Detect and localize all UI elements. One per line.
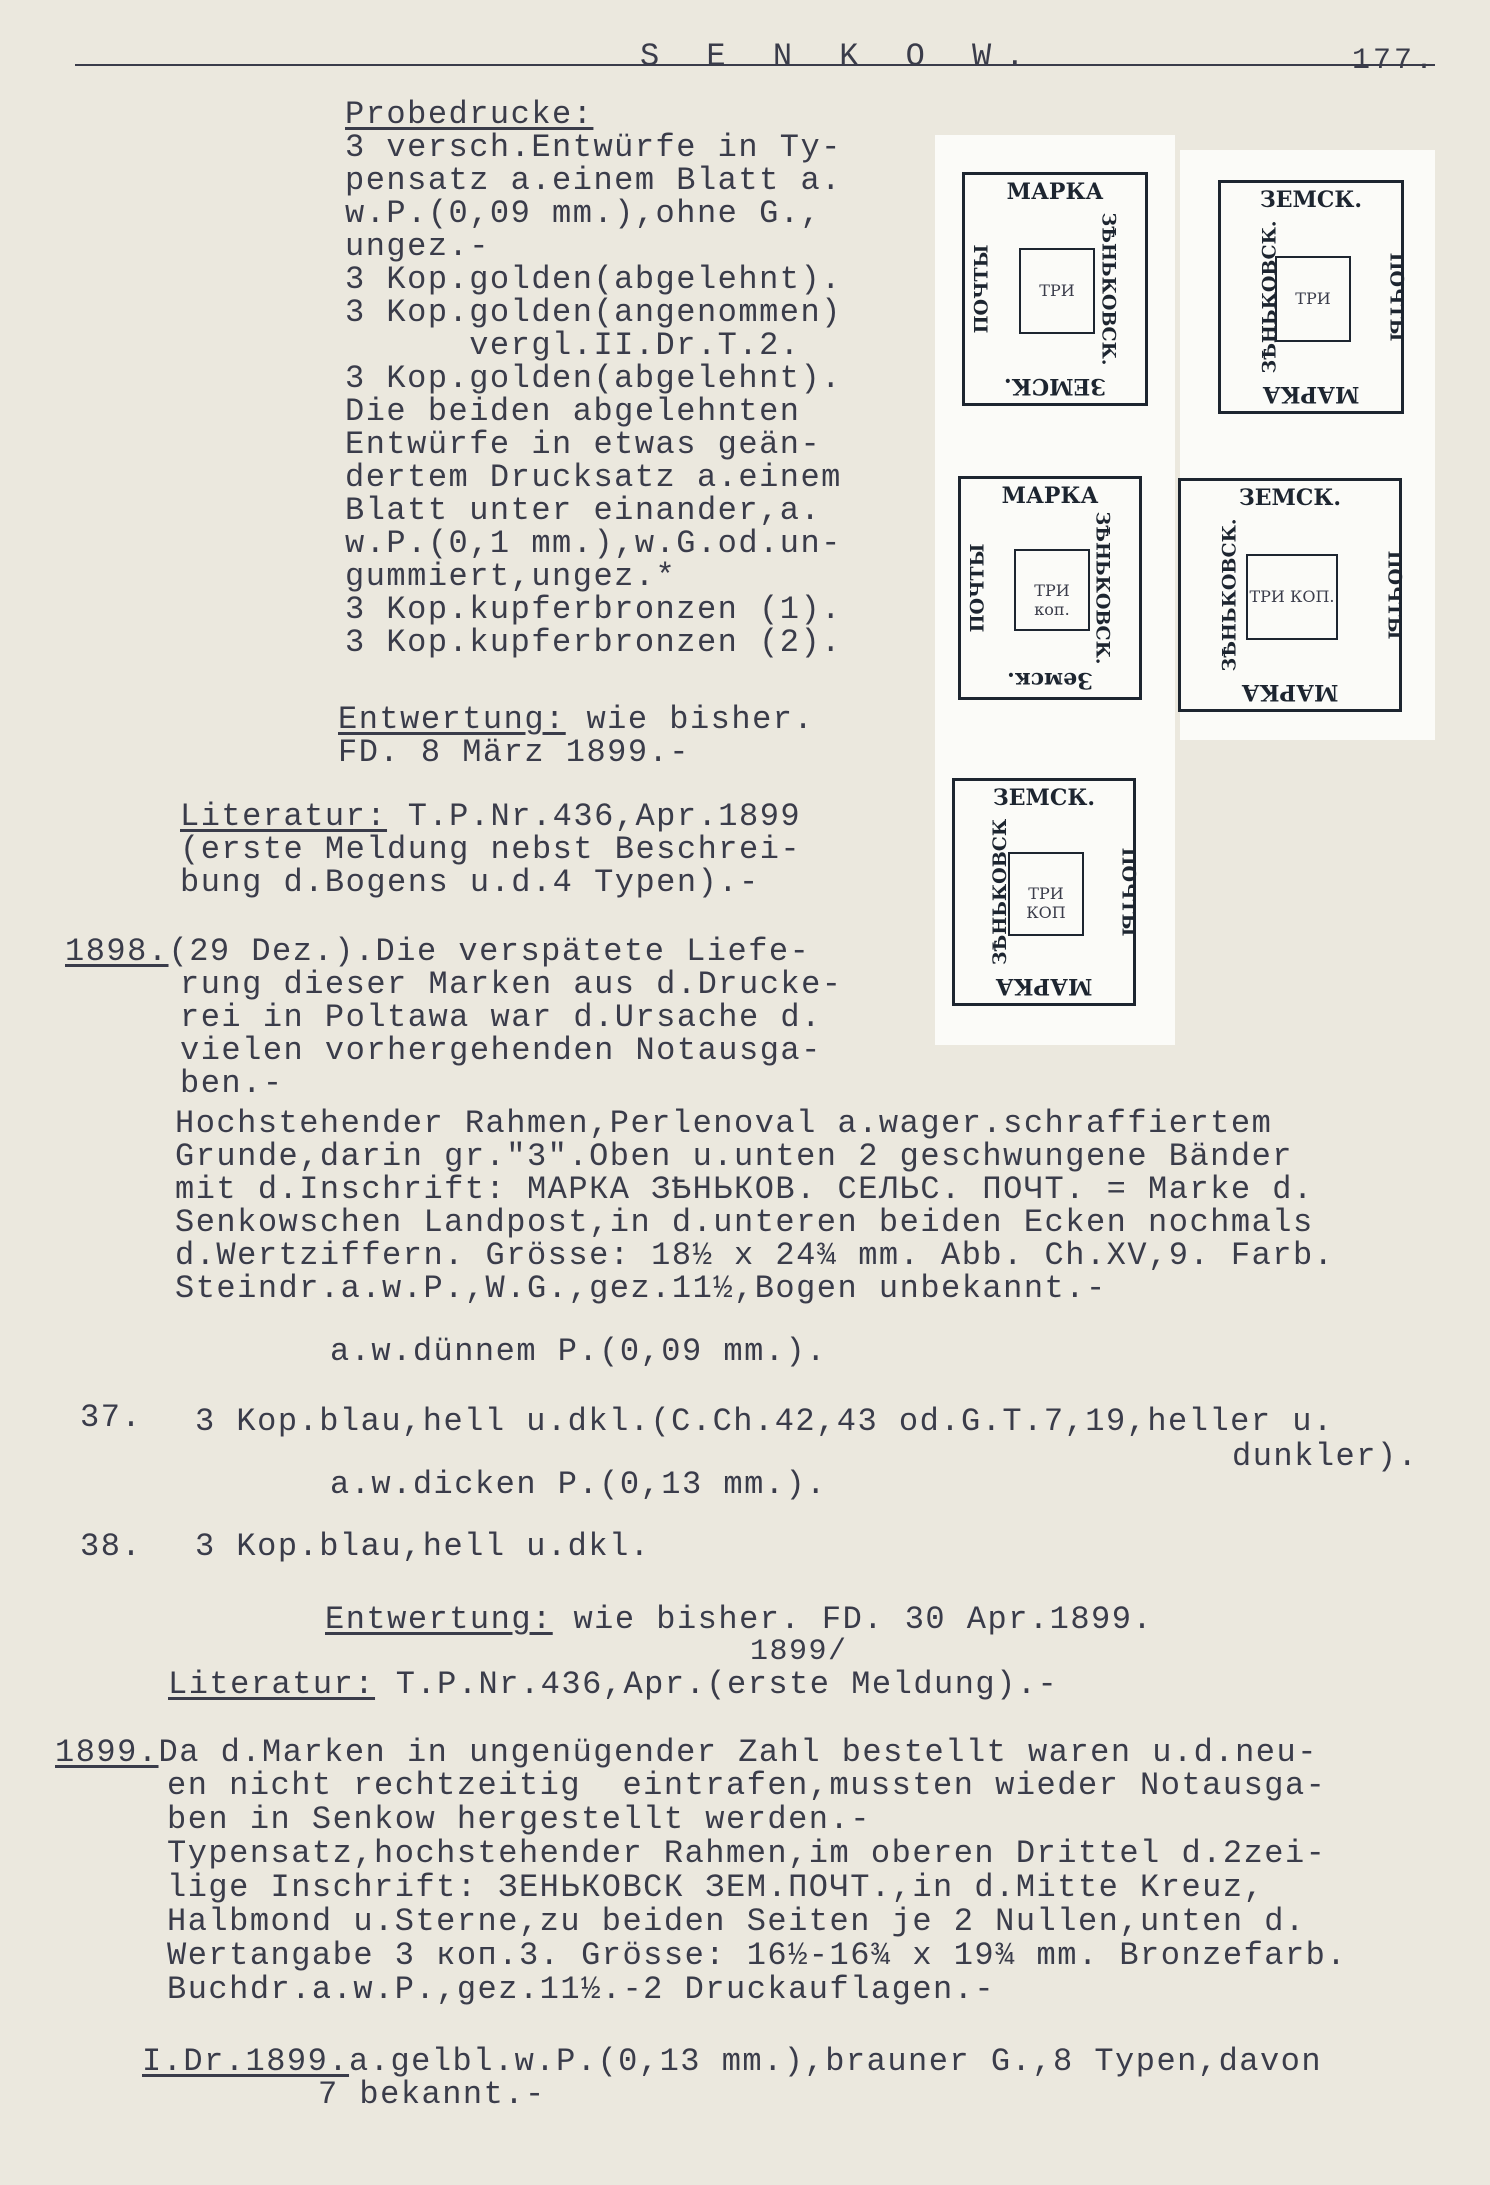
text-line: gummiert,ungez.* xyxy=(345,558,677,595)
section-1898-text xyxy=(180,968,843,1100)
text-line: ben.- xyxy=(180,1065,284,1102)
section-1899-text xyxy=(167,1769,1347,2007)
header-rule xyxy=(75,64,1435,66)
text-line: w.P.(0,1 mm.),w.G.od.un- xyxy=(345,525,842,562)
stamp-center-text: ТРИ КОП. xyxy=(1249,587,1335,607)
text-line: mit d.Inschrift: МАРКА ЗѢНЬКОВ. СЕЛЬС. ПОЧТ. = Marke d. xyxy=(175,1171,1314,1208)
item-38: 3 Kop.blau,hell u.dkl. xyxy=(195,1528,651,1565)
stamp-center-text: ТРИ коп. xyxy=(1034,580,1070,619)
section-1898-first: 1898.(29 Dez.).Die verspätete Liefe- xyxy=(65,933,811,970)
stamp-right-text: ПОЧТЫ xyxy=(1383,550,1406,640)
idr-line-2: 7 bekannt.- xyxy=(318,2076,546,2113)
text-line: Entwürfe in etwas geän- xyxy=(345,426,822,463)
text-line: 3 Kop.golden(abgelehnt). xyxy=(345,360,842,397)
stamp-center-panel xyxy=(1008,852,1083,936)
literatur-1: Literatur: T.P.Nr.436,Apr.1899 xyxy=(180,798,802,835)
stamp-left-text: ПОЧТЫ xyxy=(966,543,989,633)
text-line: Grunde,darin gr."3".Oben u.unten 2 geschwungene Bänder xyxy=(175,1138,1293,1175)
stamp-image xyxy=(952,778,1140,1006)
stamp-bottom-text: МАРКА xyxy=(995,973,1093,999)
stamp-image xyxy=(1178,478,1406,712)
text-line: Buchdr.a.w.P.,gez.11½.-2 Druckauflagen.- xyxy=(167,1971,996,2008)
text-line: 3 Kop.kupferbronzen (1). xyxy=(345,591,842,628)
text-line: 3 Kop.golden(abgelehnt). xyxy=(345,261,842,298)
stamp-right-text: ЗѢНЬКОВСК. xyxy=(1097,212,1120,366)
text-line: rung dieser Marken aus d.Drucke- xyxy=(180,966,843,1003)
stamp-bottom-text: Земск. xyxy=(1007,667,1093,693)
text-line: ben in Senkow hergestellt werden.- xyxy=(167,1801,871,1838)
stamp-left-text: ЗѢНЬКОВСК. xyxy=(1218,518,1241,672)
text-line: Halbmond u.Sterne,zu beiden Seiten je 2 Nullen,unten d. xyxy=(167,1903,1306,1940)
text-line: 3 Kop.kupferbronzen (2). xyxy=(345,624,842,661)
stamp-bottom-text: МАРКА xyxy=(1241,679,1339,705)
stamp-top-text: ЗЕМСК. xyxy=(1238,485,1342,511)
text-line: en nicht rechtzeitig eintrafen,mussten wieder Notausga- xyxy=(167,1767,1327,1804)
stamp-top-text: ЗЕМСК. xyxy=(992,785,1096,811)
section-1898-description xyxy=(175,1107,1334,1305)
text-line: bung d.Bogens u.d.4 Typen).- xyxy=(180,864,760,901)
entwertung-2: Entwertung: wie bisher. FD. 30 Apr.1899. xyxy=(325,1601,1154,1638)
text-line: 3 versch.Entwürfe in Ty- xyxy=(345,129,842,166)
stamp-right-text: ЗѢНЬКОВСК. xyxy=(1091,511,1114,665)
item-37-cont: dunkler). xyxy=(1232,1438,1419,1475)
text-line: rei in Poltawa war d.Ursache d. xyxy=(180,999,822,1036)
item-38-number: 38. xyxy=(80,1528,143,1565)
literatur-2-insert: 1899/ xyxy=(750,1635,848,1669)
stamp-top-text: МАРКА xyxy=(1001,483,1099,509)
stamp-center-panel xyxy=(1014,549,1089,631)
item-37: 3 Kop.blau,hell u.dkl.(C.Ch.42,43 od.G.T.7,19,heller u. xyxy=(195,1403,1334,1440)
text-line: d.Wertziffern. Grösse: 18½ x 24¾ mm. Abb. Ch.XV,9. Farb. xyxy=(175,1237,1335,1274)
text-line: Hochstehender Rahmen,Perlenoval a.wager.schraffiertem xyxy=(175,1105,1273,1142)
text-line: pensatz a.einem Blatt a. xyxy=(345,162,842,199)
paper-thick: a.w.dicken P.(0,13 mm.). xyxy=(330,1466,827,1503)
text-line: dertem Drucksatz a.einem xyxy=(345,459,842,496)
text-line: Blatt unter einander,a. xyxy=(345,492,822,529)
text-line: Die beiden abgelehnten xyxy=(345,393,801,430)
stamp-left-text: ПОЧТЫ xyxy=(970,244,993,334)
entwertung-1-fd: FD. 8 März 1899.- xyxy=(338,734,690,771)
stamp-center-text: ТРИ КОП xyxy=(1026,884,1066,923)
stamp-right-text: ПОЧТЫ xyxy=(1117,847,1140,937)
stamp-top-text: МАРКА xyxy=(1006,179,1104,205)
text-line: Typensatz,hochstehender Rahmen,im oberen Drittel d.2zei- xyxy=(167,1835,1327,1872)
stamp-left-text: ЗѢНЬКОВСК. xyxy=(1258,220,1281,374)
paper-thin: a.w.dünnem P.(0,09 mm.). xyxy=(330,1333,827,1370)
item-37-number: 37. xyxy=(80,1399,143,1436)
entwertung-1: Entwertung: wie bisher. xyxy=(338,701,815,738)
text-line: vergl.II.Dr.T.2. xyxy=(345,327,801,364)
stamp-bottom-text: МАРКА xyxy=(1262,381,1360,407)
idr-line: I.Dr.1899.a.gelbl.w.P.(0,13 mm.),brauner G.,8 Typen,davon xyxy=(142,2043,1323,2080)
page-header-title: S E N K O W. xyxy=(640,38,1039,75)
text-line: Senkowschen Landpost,in d.unteren beiden Ecken nochmals xyxy=(175,1204,1314,1241)
page-number: 177. xyxy=(1352,44,1437,78)
stamp-image xyxy=(962,172,1148,406)
text-line: vielen vorhergehenden Notausga- xyxy=(180,1032,822,1069)
stamp-center-panel xyxy=(1246,554,1337,640)
literatur-2: Literatur: T.P.Nr.436,Apr.(erste Meldung).- xyxy=(168,1666,1059,1703)
section-1899-first: 1899.Da d.Marken in ungenügender Zahl bestellt waren u.d.neu- xyxy=(55,1734,1318,1771)
text-line: w.P.(0,09 mm.),ohne G., xyxy=(345,195,822,232)
stamp-center-text: ТРИ xyxy=(1295,289,1331,309)
text-line: lige Inschrift: ЗЕНЬКОВСК ЗЕМ.ПОЧТ.,in d.Mitte Kreuz, xyxy=(167,1869,1265,1906)
stamp-center-text: ТРИ xyxy=(1039,281,1075,301)
stamp-image xyxy=(1218,180,1408,414)
probedrucke-text xyxy=(345,131,842,659)
stamp-center-panel xyxy=(1275,256,1351,342)
probedrucke-heading: Probedrucke: xyxy=(345,96,594,133)
stamp-right-text: ПОЧТЫ xyxy=(1385,252,1408,342)
text-line: Steindr.a.w.P.,W.G.,gez.11½,Bogen unbekannt.- xyxy=(175,1270,1107,1307)
text-line: (erste Meldung nebst Beschrei- xyxy=(180,831,802,868)
stamp-top-text: ЗЕМСК. xyxy=(1259,187,1363,213)
stamp-left-text: ЗѢНЬКОВСК xyxy=(989,818,1012,966)
text-line: 3 Kop.golden(angenommen) xyxy=(345,294,842,331)
text-line: ungez.- xyxy=(345,228,490,265)
stamp-bottom-text: ЗЕМСК. xyxy=(1003,373,1107,399)
stamp-image xyxy=(958,476,1142,700)
text-line: Wertangabe 3 коп.3. Grösse: 16½-16¾ x 19¾ mm. Bronzefarb. xyxy=(167,1937,1348,1974)
literatur-1-text xyxy=(180,833,801,899)
stamp-center-panel xyxy=(1019,248,1095,334)
